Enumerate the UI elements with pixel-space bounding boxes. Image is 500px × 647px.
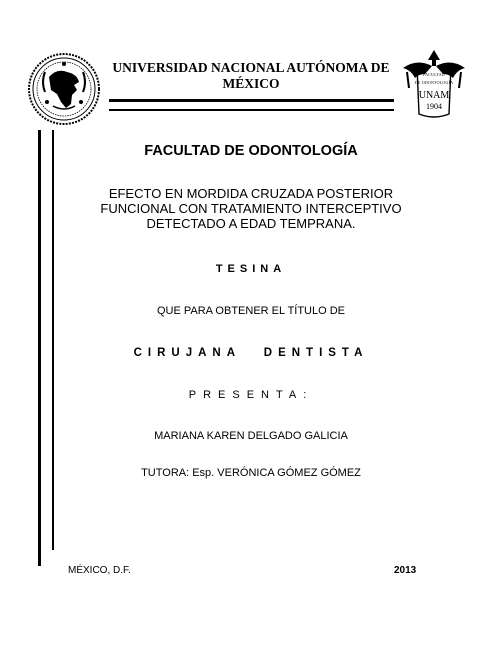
faculty-seal-line4: 1904 bbox=[426, 102, 442, 111]
obtain-degree-text: QUE PARA OBTENER EL TÍTULO DE bbox=[156, 305, 346, 317]
tutor-name: TUTORA: Esp. VERÓNICA GÓMEZ GÓMEZ bbox=[141, 467, 361, 479]
thesis-title-line: DETECTADO A EDAD TEMPRANA. bbox=[146, 216, 356, 231]
faculty-heading: FACULTAD DE ODONTOLOGÍA bbox=[144, 143, 358, 159]
side-bar-thick bbox=[38, 130, 41, 566]
document-type: TESINA bbox=[215, 263, 287, 275]
header-rule-thick bbox=[109, 99, 394, 102]
side-bar-thin bbox=[52, 130, 54, 550]
place-text: MÉXICO, D.F. bbox=[68, 565, 131, 576]
author-name: MARIANA KAREN DELGADO GALICIA bbox=[154, 430, 348, 442]
university-title: UNIVERSIDAD NACIONAL AUTÓNOMA DE MÉXICO bbox=[112, 60, 390, 91]
faculty-seal-line3: UNAM bbox=[418, 90, 450, 101]
thesis-title bbox=[56, 186, 446, 231]
year-text: 2013 bbox=[394, 565, 417, 576]
presenta-label: PRESENTA: bbox=[188, 389, 314, 401]
faculty-seal-line2: DE ODONTOLOGÍA bbox=[414, 80, 454, 85]
header-rule-thin bbox=[109, 109, 394, 111]
unam-seal-icon bbox=[27, 52, 101, 126]
thesis-title-line: FUNCIONAL CON TRATAMIENTO INTERCEPTIVO bbox=[100, 201, 402, 216]
thesis-title-line: EFECTO EN MORDIDA CRUZADA POSTERIOR bbox=[108, 186, 394, 201]
degree-title: CIRUJANA DENTISTA bbox=[133, 347, 369, 359]
faculty-seal-icon bbox=[399, 44, 469, 118]
faculty-seal-line1: FACULTAD bbox=[423, 72, 445, 77]
